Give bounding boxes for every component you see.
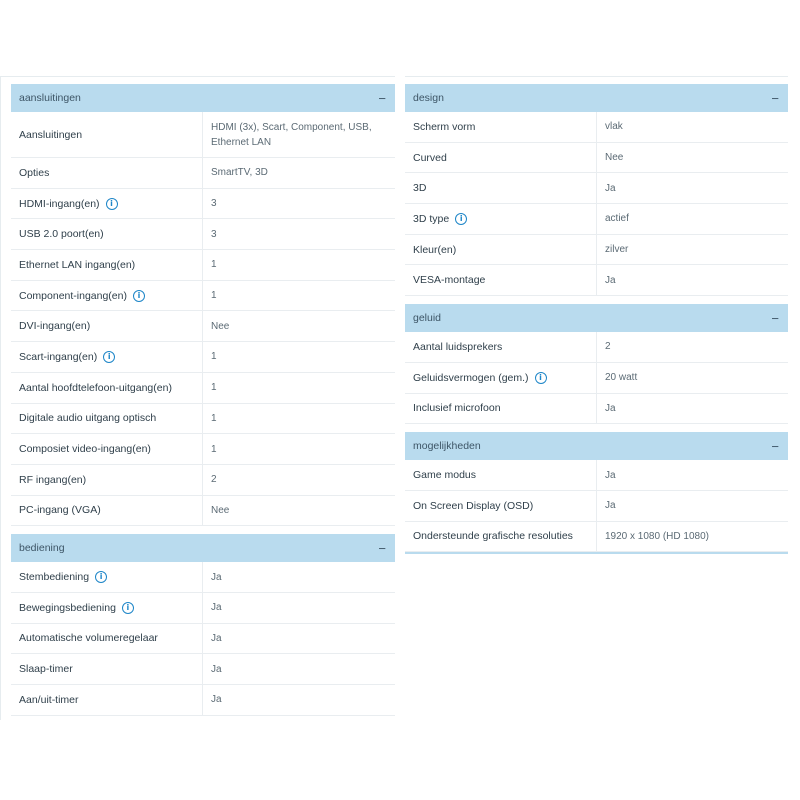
spec-row-hdmi-ingang — [11, 189, 395, 220]
spec-value: 20 watt — [605, 372, 638, 384]
section-bottom-divider — [405, 552, 788, 554]
spec-row-resoluties — [405, 522, 788, 553]
section-header-aansluitingen[interactable] — [11, 84, 395, 112]
spec-row-curved — [405, 143, 788, 174]
section-title: aansluitingen — [19, 92, 81, 104]
spec-label: On Screen Display (OSD) — [405, 491, 597, 521]
spec-row-volumeregelaar — [11, 624, 395, 655]
spec-row-luidsprekers — [405, 332, 788, 363]
section-title: design — [413, 92, 444, 104]
collapse-icon[interactable]: − — [771, 438, 779, 454]
left-border — [0, 76, 1, 720]
spec-row-hoofdtelefoon — [11, 373, 395, 404]
section-header-mogelijkheden[interactable] — [405, 432, 788, 460]
spec-value: Ja — [605, 469, 616, 481]
section-aansluitingen — [11, 84, 395, 526]
spec-value: 2 — [211, 474, 217, 486]
spec-label-container — [405, 204, 597, 234]
spec-label: Scart-ingang(en) — [19, 350, 98, 363]
spec-label: Stembediening — [19, 571, 90, 584]
spec-row-rf — [11, 465, 395, 496]
spec-label: Game modus — [405, 460, 597, 490]
spec-label: Curved — [405, 143, 597, 173]
top-divider-right — [405, 76, 788, 77]
spec-value: Ja — [605, 274, 616, 286]
spec-label: DVI-ingang(en) — [11, 311, 203, 341]
spec-value: actief — [605, 213, 629, 225]
spec-row-3d — [405, 173, 788, 204]
spec-column-left — [11, 84, 395, 724]
spec-row-stembediening — [11, 562, 395, 593]
section-design — [405, 84, 788, 296]
spec-value: 1920 x 1080 (HD 1080) — [605, 530, 709, 542]
spec-row-bewegingsbediening — [11, 593, 395, 624]
spec-value: 3 — [211, 198, 217, 210]
spec-row-aan-uit-timer — [11, 685, 395, 716]
spec-label: HDMI-ingang(en) — [19, 197, 100, 210]
spec-label: Ethernet LAN ingang(en) — [11, 250, 203, 280]
spec-value: SmartTV, 3D — [211, 167, 268, 179]
spec-label-container — [405, 363, 597, 393]
spec-label: RF ingang(en) — [11, 465, 203, 495]
spec-row-scart — [11, 342, 395, 373]
info-icon[interactable]: i — [133, 290, 145, 302]
spec-label: Aansluitingen — [11, 112, 203, 157]
spec-value: Ja — [211, 632, 222, 644]
spec-value: Ja — [605, 402, 616, 414]
collapse-icon[interactable]: − — [771, 310, 779, 326]
spec-label: Digitale audio uitgang optisch — [11, 404, 203, 434]
spec-label-container — [11, 342, 203, 372]
spec-value: Ja — [605, 182, 616, 194]
spec-value: vlak — [605, 121, 623, 133]
spec-row-osd — [405, 491, 788, 522]
info-icon[interactable]: i — [95, 571, 107, 583]
spec-label: Ondersteunde grafische resoluties — [405, 522, 597, 552]
spec-row-game-modus — [405, 460, 788, 491]
section-title: bediening — [19, 542, 65, 555]
collapse-icon[interactable]: − — [378, 90, 386, 106]
collapse-icon[interactable]: − — [771, 90, 779, 106]
spec-label: Opties — [11, 158, 203, 188]
info-icon[interactable]: i — [455, 213, 467, 225]
spec-label-container — [11, 189, 203, 219]
spec-label: Automatische volumeregelaar — [11, 624, 203, 654]
spec-row-aansluitingen — [11, 112, 395, 158]
spec-value: HDMI (3x), Scart, Component, USB, Ethernet LAN — [211, 121, 372, 148]
spec-column-right — [405, 84, 788, 562]
spec-value: Nee — [605, 152, 624, 164]
spec-value: 1 — [211, 443, 217, 455]
spec-label: Slaap-timer — [11, 654, 203, 684]
spec-label-container — [11, 562, 203, 592]
spec-row-kleur — [405, 235, 788, 266]
spec-value: 1 — [211, 412, 217, 424]
spec-row-opties — [11, 158, 395, 189]
spec-row-ethernet — [11, 250, 395, 281]
info-icon[interactable]: i — [122, 602, 134, 614]
spec-value: 2 — [605, 341, 611, 353]
spec-row-digitale-audio — [11, 404, 395, 435]
section-header-bediening[interactable] — [11, 534, 395, 562]
spec-label: PC-ingang (VGA) — [11, 496, 203, 526]
spec-row-component — [11, 281, 395, 312]
spec-label-container — [11, 281, 203, 311]
spec-value: 1 — [211, 351, 217, 363]
section-mogelijkheden — [405, 432, 788, 554]
section-title: geluid — [413, 312, 442, 325]
spec-row-microfoon — [405, 394, 788, 425]
spec-row-vesa — [405, 265, 788, 296]
spec-label: Kleur(en) — [405, 235, 597, 265]
spec-value: Ja — [211, 571, 222, 583]
collapse-icon[interactable]: − — [378, 540, 386, 556]
spec-row-composiet — [11, 434, 395, 465]
spec-value: Nee — [211, 320, 230, 332]
spec-label: 3D — [405, 173, 597, 203]
spec-value: 1 — [211, 382, 217, 394]
spec-value: Ja — [211, 663, 222, 675]
spec-label: Geluidsvermogen (gem.) — [413, 371, 529, 384]
spec-value: 3 — [211, 228, 217, 240]
spec-row-geluidsvermogen — [405, 363, 788, 394]
spec-value: zilver — [605, 244, 629, 256]
spec-value: Ja — [211, 694, 222, 706]
spec-label: Component-ingang(en) — [19, 289, 127, 302]
info-icon[interactable]: i — [103, 351, 115, 363]
spec-row-vga — [11, 496, 395, 527]
spec-label: 3D type — [413, 212, 450, 225]
spec-value: Ja — [211, 602, 222, 614]
spec-label: Bewegingsbediening — [19, 601, 116, 614]
spec-row-dvi — [11, 311, 395, 342]
spec-row-slaap-timer — [11, 654, 395, 685]
info-icon[interactable]: i — [535, 372, 547, 384]
spec-value: 1 — [211, 259, 217, 271]
info-icon[interactable]: i — [106, 198, 118, 210]
spec-value: Ja — [605, 500, 616, 512]
spec-row-usb — [11, 219, 395, 250]
spec-value: 1 — [211, 290, 217, 302]
spec-label: VESA-montage — [405, 265, 597, 295]
spec-label: USB 2.0 poort(en) — [11, 219, 203, 249]
section-bediening — [11, 534, 395, 715]
spec-label-container — [11, 593, 203, 623]
spec-label: Scherm vorm — [405, 112, 597, 142]
spec-row-3d-type — [405, 204, 788, 235]
spec-label: Inclusief microfoon — [405, 394, 597, 424]
section-geluid — [405, 304, 788, 424]
spec-row-scherm-vorm — [405, 112, 788, 143]
spec-label: Aantal luidsprekers — [405, 332, 597, 362]
spec-label: Composiet video-ingang(en) — [11, 434, 203, 464]
spec-label: Aantal hoofdtelefoon-uitgang(en) — [11, 373, 203, 403]
section-header-design[interactable] — [405, 84, 788, 112]
top-divider-left — [0, 76, 395, 77]
section-header-geluid[interactable] — [405, 304, 788, 332]
spec-value: Nee — [211, 504, 230, 516]
section-title: mogelijkheden — [413, 440, 481, 453]
spec-label: Aan/uit-timer — [11, 685, 203, 715]
